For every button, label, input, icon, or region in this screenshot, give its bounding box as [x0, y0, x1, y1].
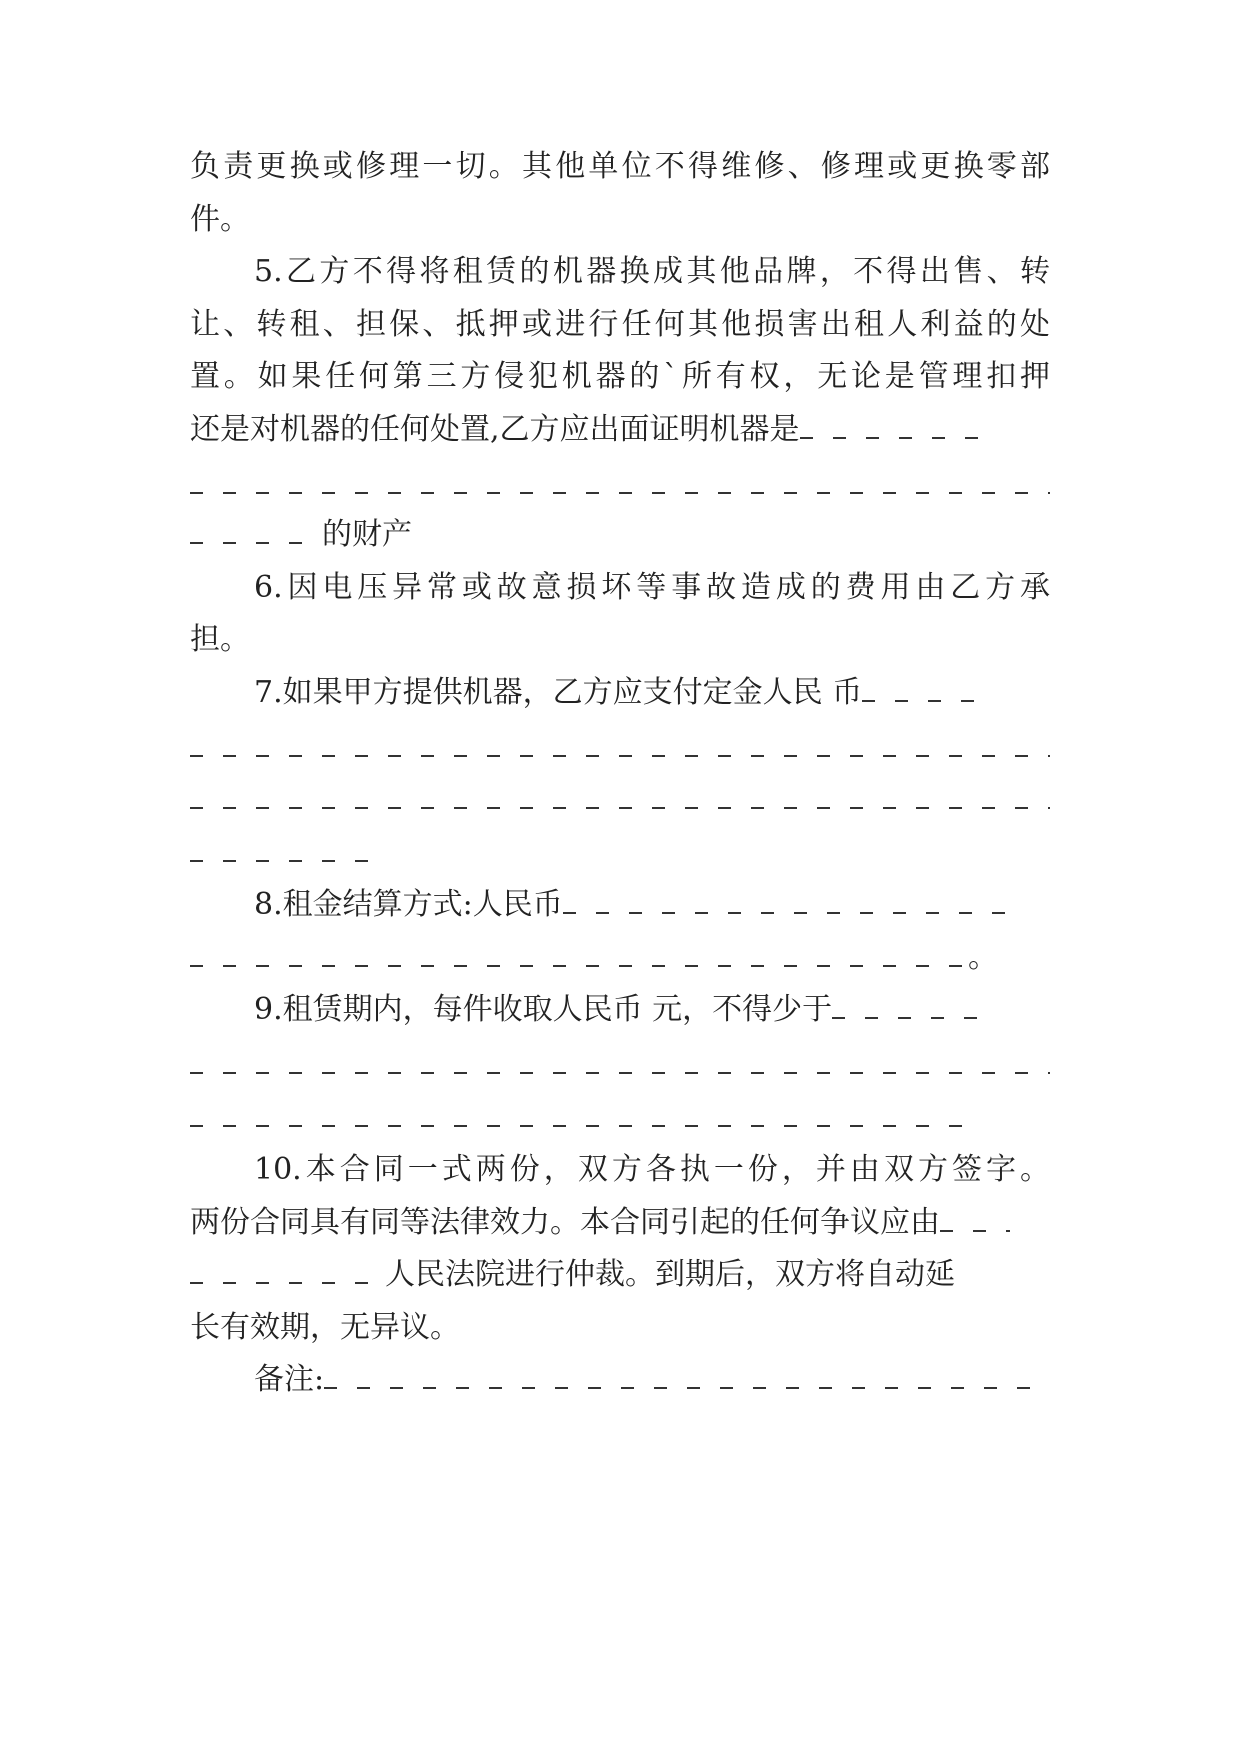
- item8-line2: [190, 938, 1050, 978]
- court-blank-part2[interactable]: [190, 1282, 385, 1284]
- item7-line1-text: 7.如果甲方提供机器，乙方应支付定金人民 币: [254, 675, 863, 710]
- item10-line3: [190, 1255, 1050, 1295]
- rent-blank-part2[interactable]: [190, 965, 968, 967]
- owner-blank-part3[interactable]: [190, 542, 322, 544]
- item9-blank-line3: [190, 1098, 1050, 1138]
- rent-blank-part1[interactable]: [563, 912, 1013, 914]
- item5-blank-line: [190, 465, 1050, 505]
- item9-blank-line2: [190, 1045, 1050, 1085]
- item5-tail-text: 的财产: [322, 517, 412, 552]
- item5-tail-line: [190, 515, 1050, 555]
- minimum-blank-part3[interactable]: [190, 1125, 970, 1127]
- remark-label: 备注:: [254, 1362, 325, 1397]
- owner-blank-part1[interactable]: [800, 437, 980, 439]
- item9-line1: [254, 990, 1050, 1030]
- minimum-blank-part1[interactable]: [832, 1017, 982, 1019]
- item8-line1: [254, 885, 1050, 925]
- item5-line1: 5.乙方不得将租赁的机器换成其他品牌，不得出售、转: [254, 254, 1050, 289]
- minimum-blank-part2[interactable]: [190, 1072, 1050, 1074]
- court-blank-part1[interactable]: [940, 1230, 1010, 1232]
- item10-line2-text: 两份合同具有同等法律效力。本合同引起的任何争议应由: [190, 1205, 940, 1240]
- item5-line4-text: 还是对机器的任何处置,乙方应出面证明机器是: [190, 412, 800, 447]
- item5-line3: 置。如果任何第三方侵犯机器的`所有权，无论是管理扣押: [190, 359, 1050, 394]
- item4-line1: 负责更换或修理一切。其他单位不得维修、修理或更换零部: [190, 149, 1050, 184]
- deposit-blank-part4[interactable]: [190, 860, 370, 862]
- item6-line2: 担。: [190, 622, 250, 657]
- item10-line3-text: 人民法院进行仲裁。到期后，双方将自动延: [385, 1257, 955, 1292]
- item10-line2: [190, 1203, 1050, 1243]
- deposit-blank-part3[interactable]: [190, 807, 1050, 809]
- item10-line4: 长有效期，无异议。: [190, 1310, 460, 1345]
- owner-blank-part2[interactable]: [190, 492, 1050, 494]
- item7-blank-line4: [190, 833, 1050, 873]
- item4-line2: 件。: [190, 202, 250, 237]
- item9-line1-text: 9.租赁期内，每件收取人民币 元，不得少于: [254, 992, 833, 1027]
- item5-line4: [190, 410, 1050, 450]
- item8-end: 。: [968, 940, 998, 975]
- remark-blank[interactable]: [324, 1387, 1044, 1389]
- item5-line2: 让、转租、担保、抵押或进行任何其他损害出租人利益的处: [190, 307, 1050, 342]
- item7-blank-line3: [190, 780, 1050, 820]
- item10-line1: 10.本合同一式两份，双方各执一份，并由双方签字。: [254, 1152, 1050, 1187]
- remark-line: [254, 1360, 1050, 1400]
- deposit-blank-part1[interactable]: [862, 700, 977, 702]
- deposit-blank-part2[interactable]: [190, 755, 1050, 757]
- item7-blank-line2: [190, 728, 1050, 768]
- item8-line1-text: 8.租金结算方式:人民币: [254, 887, 563, 922]
- item7-line1: [254, 673, 1050, 713]
- item6-line1: 6.因电压异常或故意损坏等事故造成的费用由乙方承: [254, 570, 1050, 605]
